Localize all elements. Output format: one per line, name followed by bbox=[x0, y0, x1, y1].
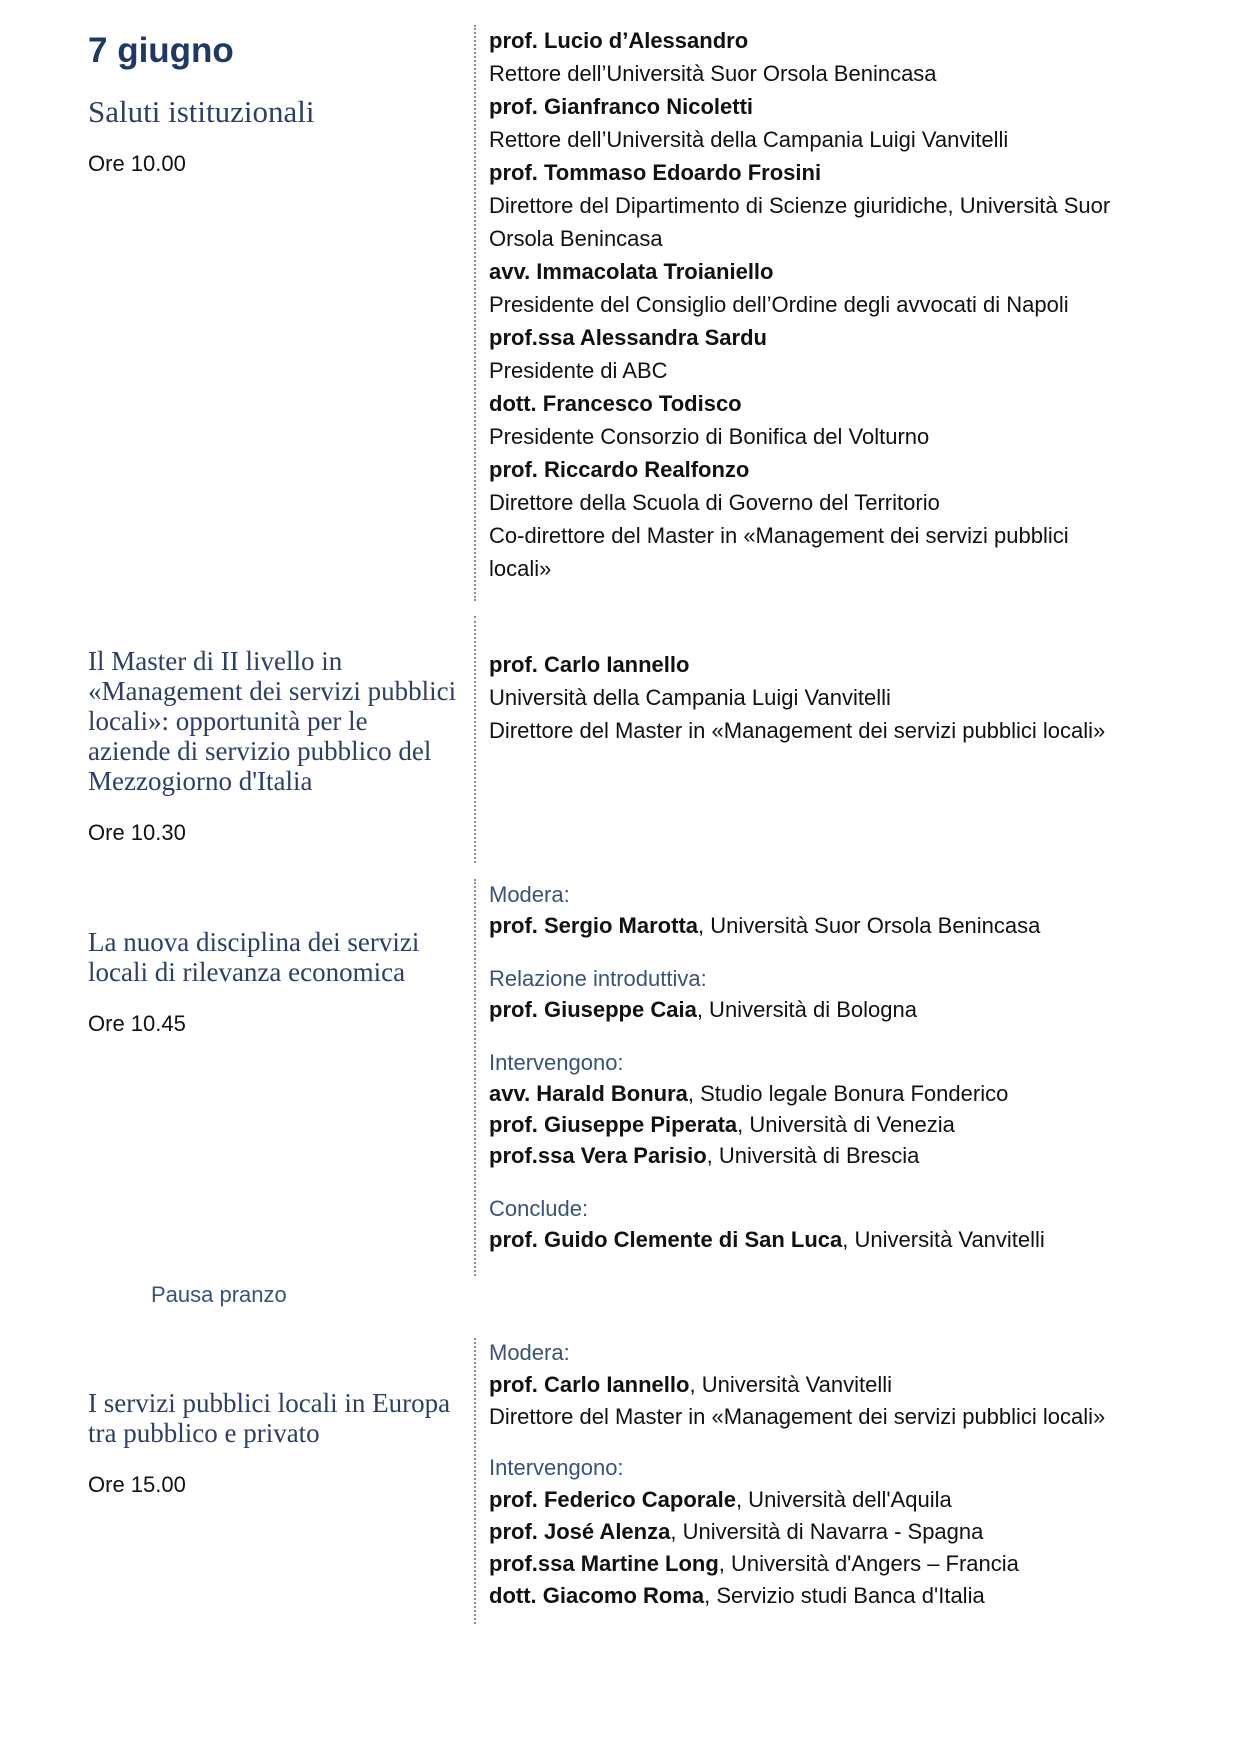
participant-affiliation: , Università d'Angers – Francia bbox=[718, 1551, 1019, 1576]
speakers-list bbox=[489, 648, 1123, 747]
speaker-role: Presidente Consorzio di Bonifica del Volturno bbox=[489, 424, 930, 449]
participant-affiliation: , Università di Brescia bbox=[706, 1143, 920, 1168]
group-conclusion bbox=[489, 1193, 1123, 1255]
participant-name: prof.ssa Martine Long bbox=[489, 1551, 719, 1576]
participant-name: prof. Giuseppe Caia bbox=[489, 997, 697, 1022]
participants-list bbox=[489, 879, 1123, 1255]
participants-list bbox=[489, 1337, 1123, 1612]
speaker-role: Università della Campania Luigi Vanvitelli bbox=[489, 685, 891, 710]
session-time: Ore 10.00 bbox=[88, 151, 186, 176]
group-introductory-report bbox=[489, 963, 1123, 1025]
column-divider bbox=[474, 616, 476, 863]
group-moderator bbox=[489, 1337, 1123, 1433]
participant-affiliation: , Studio legale Bonura Fonderico bbox=[687, 1081, 1009, 1106]
participant-affiliation: , Servizio studi Banca d'Italia bbox=[704, 1583, 985, 1608]
speaker-name: avv. Immacolata Troianiello bbox=[489, 259, 774, 284]
participant-affiliation: , Università di Venezia bbox=[737, 1112, 955, 1137]
participant bbox=[489, 1580, 1123, 1612]
speaker-role: Direttore della Scuola di Governo del Territorio bbox=[489, 490, 940, 515]
session-time: Ore 15.00 bbox=[88, 1472, 186, 1497]
participant-name: prof. Sergio Marotta bbox=[489, 913, 699, 938]
session-time: Ore 10.30 bbox=[88, 820, 186, 845]
participant-affiliation: , Università Vanvitelli bbox=[689, 1372, 893, 1397]
speaker-entry bbox=[489, 156, 1123, 255]
group-speakers bbox=[489, 1047, 1123, 1171]
participant bbox=[489, 1484, 1123, 1516]
lunch-break-label: Pausa pranzo bbox=[151, 1282, 287, 1307]
speaker-role: Direttore del Dipartimento di Scienze giuridiche, Università Suor Orsola Benincasa bbox=[489, 193, 1111, 251]
participant-name: prof. Federico Caporale bbox=[489, 1487, 736, 1512]
participant-name: prof. Guido Clemente di San Luca bbox=[489, 1227, 843, 1252]
session-title: I servizi pubblici locali in Europa tra pubblico e privato bbox=[88, 1388, 451, 1448]
participant-name: avv. Harald Bonura bbox=[489, 1081, 688, 1106]
speaker-name: dott. Francesco Todisco bbox=[489, 391, 742, 416]
speaker-name: prof. Gianfranco Nicoletti bbox=[489, 94, 754, 119]
group-label: Intervengono: bbox=[489, 1455, 624, 1480]
participant-affiliation: , Università Suor Orsola Benincasa bbox=[698, 913, 1041, 938]
speaker-role: Direttore del Master in «Management dei servizi pubblici locali» bbox=[489, 718, 1106, 743]
speaker-role: Presidente del Consiglio dell’Ordine degli avvocati di Napoli bbox=[489, 292, 1069, 317]
column-divider bbox=[474, 879, 476, 1276]
group-moderator bbox=[489, 879, 1123, 941]
session-title: Il Master di II livello in «Management dei servizi pubblici locali»: opportunità per le aziende di servizio pubblico del Mezzogiorno d'Italia bbox=[88, 646, 457, 796]
participant bbox=[489, 1224, 1123, 1255]
participant-note: Direttore del Master in «Management dei servizi pubblici locali» bbox=[489, 1404, 1106, 1429]
speaker-entry bbox=[489, 24, 1123, 90]
column-divider bbox=[474, 1338, 476, 1624]
participant-name: dott. Giacomo Roma bbox=[489, 1583, 705, 1608]
participant bbox=[489, 1078, 1123, 1109]
session-time: Ore 10.45 bbox=[88, 1011, 186, 1036]
group-label: Modera: bbox=[489, 882, 570, 907]
group-label: Relazione introduttiva: bbox=[489, 966, 707, 991]
participant bbox=[489, 1140, 1123, 1171]
speaker-name: prof. Carlo Iannello bbox=[489, 652, 690, 677]
column-divider bbox=[474, 25, 476, 601]
session-title: Saluti istituzionali bbox=[88, 94, 315, 129]
participant-affiliation: , Università dell'Aquila bbox=[735, 1487, 952, 1512]
speaker-entry bbox=[489, 648, 1123, 747]
group-label: Intervengono: bbox=[489, 1050, 624, 1075]
speaker-name: prof. Lucio d’Alessandro bbox=[489, 28, 749, 53]
speaker-entry bbox=[489, 90, 1123, 156]
group-label: Conclude: bbox=[489, 1196, 589, 1221]
speaker-role: Rettore dell’Università della Campania Luigi Vanvitelli bbox=[489, 127, 1009, 152]
speaker-entry bbox=[489, 321, 1123, 387]
participant bbox=[489, 1516, 1123, 1548]
session-title: La nuova disciplina dei servizi locali di rilevanza economica bbox=[88, 927, 420, 987]
speakers-list bbox=[489, 24, 1123, 585]
participant-name: prof.ssa Vera Parisio bbox=[489, 1143, 707, 1168]
day-heading: 7 giugno bbox=[88, 31, 234, 70]
speaker-role: Presidente di ABC bbox=[489, 358, 668, 383]
speaker-name: prof. Tommaso Edoardo Frosini bbox=[489, 160, 822, 185]
speaker-name: prof. Riccardo Realfonzo bbox=[489, 457, 750, 482]
participant bbox=[489, 910, 1123, 941]
speaker-entry bbox=[489, 387, 1123, 453]
participant bbox=[489, 1109, 1123, 1140]
participant-affiliation: , Università di Bologna bbox=[696, 997, 917, 1022]
participant bbox=[489, 1548, 1123, 1580]
participant-affiliation: , Università di Navarra - Spagna bbox=[670, 1519, 984, 1544]
participant bbox=[489, 994, 1123, 1025]
participant-name: prof. Giuseppe Piperata bbox=[489, 1112, 738, 1137]
speaker-entry bbox=[489, 255, 1123, 321]
speaker-entry bbox=[489, 453, 1123, 585]
participant-name: prof. Carlo Iannello bbox=[489, 1372, 690, 1397]
participant bbox=[489, 1369, 1123, 1401]
group-speakers bbox=[489, 1452, 1123, 1612]
speaker-role: Rettore dell’Università Suor Orsola Benincasa bbox=[489, 61, 937, 86]
participant-affiliation: , Università Vanvitelli bbox=[842, 1227, 1045, 1252]
speaker-role: Co-direttore del Master in «Management dei servizi pubblici locali» bbox=[489, 523, 1069, 581]
speaker-name: prof.ssa Alessandra Sardu bbox=[489, 325, 767, 350]
group-label: Modera: bbox=[489, 1340, 570, 1365]
participant-name: prof. José Alenza bbox=[489, 1519, 671, 1544]
